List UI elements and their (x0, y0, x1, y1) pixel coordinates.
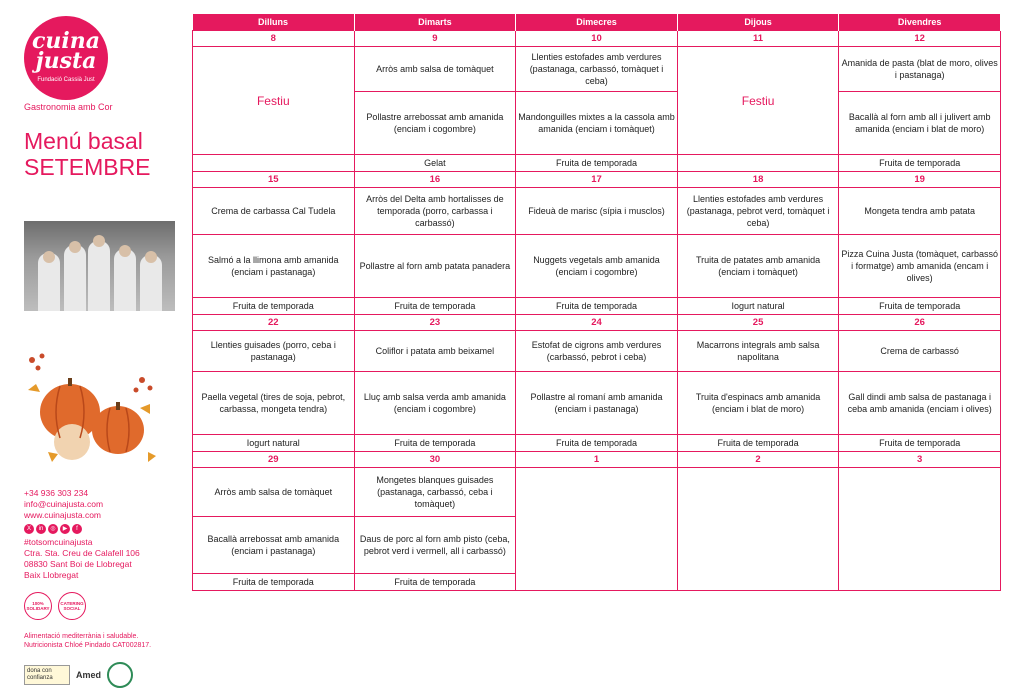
logo-line1: cuina (32, 28, 100, 54)
day-header: Dilluns (193, 14, 355, 31)
dessert: Fruita de temporada (354, 298, 516, 315)
menu-calendar (192, 14, 1001, 591)
first-course: Mongetes blanques guisades (pastanaga, carbassó, ceba i tomàquet) (354, 468, 516, 517)
hashtag: #totsomcuinajusta (24, 537, 93, 547)
second-course: Truita d'espinacs amb amanida (enciam i blat de moro) (677, 372, 839, 435)
nutrition-note (24, 632, 151, 650)
second-course: Pizza Cuina Justa (tomàquet, carbassó i formatge) amb amanida (encam i olives) (839, 235, 1001, 298)
date: 26 (839, 315, 1001, 331)
dessert: Iogurt natural (677, 298, 839, 315)
second-course: Paella vegetal (tires de soja, pebrot, carbassa, mongeta tendra) (193, 372, 355, 435)
second-course: Truita de patates amb amanida (enciam i tomàquet) (677, 235, 839, 298)
first-course: Amanida de pasta (blat de moro, olives i pastanaga) (839, 47, 1001, 92)
menu-title-line1: Menú basal (24, 128, 143, 154)
second-course: Mandonguilles mixtes a la cassola amb amanida (enciam i tomàquet) (516, 92, 678, 155)
catering-social-badge: CATERING SOCIAL (58, 592, 86, 620)
second-course: Pollastre al forn amb patata panadera (354, 235, 516, 298)
week3-dates (193, 315, 1001, 331)
tagline: Gastronomia amb Cor (24, 102, 113, 112)
first-course: Llenties estofades amb verdures (pastanaga, carbassó, tomàquet i ceba) (516, 47, 678, 92)
date: 9 (354, 31, 516, 47)
date: 2 (677, 452, 839, 468)
dessert: Fruita de temporada (839, 298, 1001, 315)
first-course: Macarrons integrals amb salsa napolitana (677, 331, 839, 372)
date: 10 (516, 31, 678, 47)
first-course: Mongeta tendra amb patata (839, 188, 1001, 235)
email[interactable]: info@cuinajusta.com (24, 499, 104, 509)
week3-dessert (193, 435, 1001, 452)
week1-dessert (193, 155, 1001, 172)
date: 24 (516, 315, 678, 331)
dessert: Fruita de temporada (677, 435, 839, 452)
address-line3: Baix Llobregat (24, 570, 79, 580)
youtube-icon[interactable]: ▶ (60, 524, 70, 534)
menu-title (24, 128, 151, 180)
date: 1 (516, 452, 678, 468)
dessert: Fruita de temporada (516, 435, 678, 452)
dessert: Fruita de temporada (516, 298, 678, 315)
holiday-cell: Festiu (193, 47, 355, 155)
date: 25 (677, 315, 839, 331)
second-course: Bacallà arrebossat amb amanida (enciam i pastanaga) (193, 517, 355, 574)
date: 18 (677, 172, 839, 188)
second-course: Daus de porc al forn amb pisto (ceba, pebrot verd i vermell, all i carbassó) (354, 517, 516, 574)
second-course: Pollastre arrebossat amb amanida (enciam i cogombre) (354, 92, 516, 155)
first-course: Arròs amb salsa de tomàquet (354, 47, 516, 92)
week1-first-course (193, 47, 1001, 92)
menu-title-month: SETEMBRE (24, 154, 151, 180)
note-line1: Alimentació mediterrània i saludable. (24, 633, 139, 640)
dessert: Fruita de temporada (193, 574, 355, 591)
seal-logo (107, 662, 133, 688)
day-header: Dimecres (516, 14, 678, 31)
second-course: Nuggets vegetals amb amanida (enciam i cogombre) (516, 235, 678, 298)
date: 16 (354, 172, 516, 188)
first-course: Fideuà de marisc (sípia i musclos) (516, 188, 678, 235)
date: 11 (677, 31, 839, 47)
pumpkins-illustration (22, 350, 174, 470)
dessert: Fruita de temporada (354, 435, 516, 452)
week3-second-course (193, 372, 1001, 435)
week2-first-course (193, 188, 1001, 235)
first-course: Llenties guisades (porro, ceba i pastanaga) (193, 331, 355, 372)
solidary-badge: 100% SOLIDARY (24, 592, 52, 620)
first-course: Llenties estofades amb verdures (pastanaga, pebrot verd, tomàquet i ceba) (677, 188, 839, 235)
first-course: Crema de carbassó (839, 331, 1001, 372)
date: 22 (193, 315, 355, 331)
week1-dates (193, 31, 1001, 47)
first-course: Estofat de cigrons amb verdures (carbassó, pebrot i ceba) (516, 331, 678, 372)
phone[interactable]: +34 936 303 234 (24, 488, 89, 498)
week2-second-course (193, 235, 1001, 298)
second-course: Salmó a la llimona amb amanida (enciam i pastanaga) (193, 235, 355, 298)
address-line2: 08830 Sant Boi de Llobregat (24, 559, 132, 569)
week2-dates (193, 172, 1001, 188)
week4-dates (193, 452, 1001, 468)
second-course: Gall dindi amb salsa de pastanaga i ceba amb amanida (enciam i olives) (839, 372, 1001, 435)
amed-logo: Amed (76, 670, 102, 680)
empty-cell (516, 468, 678, 591)
date: 12 (839, 31, 1001, 47)
week4-first-course (193, 468, 1001, 517)
first-course: Crema de carbassa Cal Tudela (193, 188, 355, 235)
dessert: Fruita de temporada (516, 155, 678, 172)
second-course: Bacallà al forn amb all i julivert amb amanida (enciam i blat de moro) (839, 92, 1001, 155)
address (24, 537, 140, 581)
first-course: Arròs del Delta amb hortalisses de temporada (porro, carbassa i carbassó) (354, 188, 516, 235)
sidebar (0, 0, 185, 688)
date: 8 (193, 31, 355, 47)
date: 3 (839, 452, 1001, 468)
footer-logos (24, 662, 133, 688)
dessert: Gelat (354, 155, 516, 172)
date: 17 (516, 172, 678, 188)
address-line1: Ctra. Sta. Creu de Calafell 106 (24, 548, 140, 558)
holiday-cell: Festiu (677, 47, 839, 155)
linkedin-icon[interactable]: in (36, 524, 46, 534)
day-header: Divendres (839, 14, 1001, 31)
day-header: Dimarts (354, 14, 516, 31)
facebook-icon[interactable]: f (72, 524, 82, 534)
date: 23 (354, 315, 516, 331)
dona-con-confianza-logo: dona con confianza (24, 665, 70, 685)
day-header: Dijous (677, 14, 839, 31)
dessert (677, 155, 839, 172)
x-icon[interactable]: X (24, 524, 34, 534)
second-course: Pollastre al romaní amb amanida (enciam i pastanaga) (516, 372, 678, 435)
weekday-header (193, 14, 1001, 31)
week2-dessert (193, 298, 1001, 315)
dessert: Fruita de temporada (839, 435, 1001, 452)
note-line2: Nutricionista Chloé Pindado CAT002817. (24, 642, 152, 649)
cuina-justa-logo[interactable] (24, 16, 108, 100)
logo-line2: justa (35, 48, 97, 74)
empty-cell (839, 468, 1001, 591)
week3-first-course (193, 331, 1001, 372)
second-course: Lluç amb salsa verda amb amanida (enciam i cogombre) (354, 372, 516, 435)
dessert: Fruita de temporada (354, 574, 516, 591)
first-course: Coliflor i patata amb beixamel (354, 331, 516, 372)
dessert: Fruita de temporada (839, 155, 1001, 172)
date: 30 (354, 452, 516, 468)
logo-subtitle: Fundació Cassià Just (37, 77, 95, 83)
team-photo (24, 221, 175, 311)
date: 19 (839, 172, 1001, 188)
website[interactable]: www.cuinajusta.com (24, 510, 102, 520)
contact-info (24, 488, 103, 521)
dessert: Fruita de temporada (193, 298, 355, 315)
date: 15 (193, 172, 355, 188)
first-course: Arròs amb salsa de tomàquet (193, 468, 355, 517)
dessert: Iogurt natural (193, 435, 355, 452)
social-icons (24, 524, 82, 534)
badges (24, 592, 86, 620)
date: 29 (193, 452, 355, 468)
instagram-icon[interactable]: ◎ (48, 524, 58, 534)
dessert (193, 155, 355, 172)
empty-cell (677, 468, 839, 591)
